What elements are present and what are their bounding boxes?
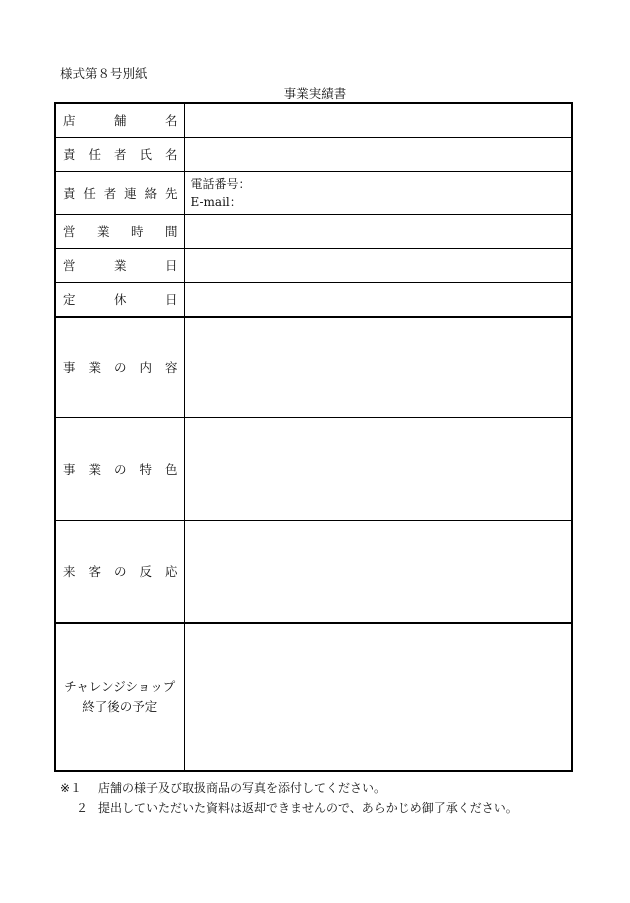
row-manager-name: [55, 137, 572, 171]
label-future-plans: チャレンジショップ 終了後の予定: [55, 623, 184, 771]
row-manager-contact: [55, 171, 572, 214]
label-business-features: 事 業 の 特 色: [55, 417, 184, 520]
notes: [60, 778, 518, 818]
row-business-features: [55, 417, 572, 520]
label-holidays: 定 休 日: [55, 282, 184, 317]
label-manager-contact: 責 任 者 連 絡 先: [55, 171, 184, 214]
note-item: [60, 778, 518, 798]
row-business-days: [55, 248, 572, 282]
field-business-hours[interactable]: [184, 214, 572, 248]
row-future-plans: [55, 623, 572, 771]
note-text: 店舗の様子及び取扱商品の写真を添付してください。: [98, 781, 387, 795]
note-mark: ２: [76, 801, 89, 815]
field-customer-reaction[interactable]: [184, 520, 572, 623]
business-record-form: [54, 102, 573, 772]
label-customer-reaction: 来 客 の 反 応: [55, 520, 184, 623]
note-text: 提出していただいた資料は返却できませんので、あらかじめ御了承ください。: [98, 801, 518, 815]
row-business-hours: [55, 214, 572, 248]
field-future-plans[interactable]: [184, 623, 572, 771]
field-manager-name[interactable]: [184, 137, 572, 171]
field-business-features[interactable]: [184, 417, 572, 520]
row-customer-reaction: [55, 520, 572, 623]
note-item: [60, 798, 518, 818]
field-holidays[interactable]: [184, 282, 572, 317]
label-business-content: 事 業 の 内 容: [55, 317, 184, 417]
row-holidays: [55, 282, 572, 317]
form-id: 様式第８号別紙: [60, 66, 148, 81]
field-business-content[interactable]: [184, 317, 572, 417]
email-label: E-mail：: [190, 194, 242, 209]
row-store-name: [55, 103, 572, 137]
document-title: 事業実績書: [283, 86, 347, 101]
field-manager-contact[interactable]: [184, 171, 572, 214]
row-business-content: [55, 317, 572, 417]
label-business-hours: 営 業 時 間: [55, 214, 184, 248]
phone-label: 電話番号：: [190, 176, 251, 191]
label-store-name: 店 舗 名: [55, 103, 184, 137]
label-manager-name: 責 任 者 氏 名: [55, 137, 184, 171]
field-business-days[interactable]: [184, 248, 572, 282]
label-business-days: 営 業 日: [55, 248, 184, 282]
note-mark: ※１: [60, 781, 83, 795]
field-store-name[interactable]: [184, 103, 572, 137]
